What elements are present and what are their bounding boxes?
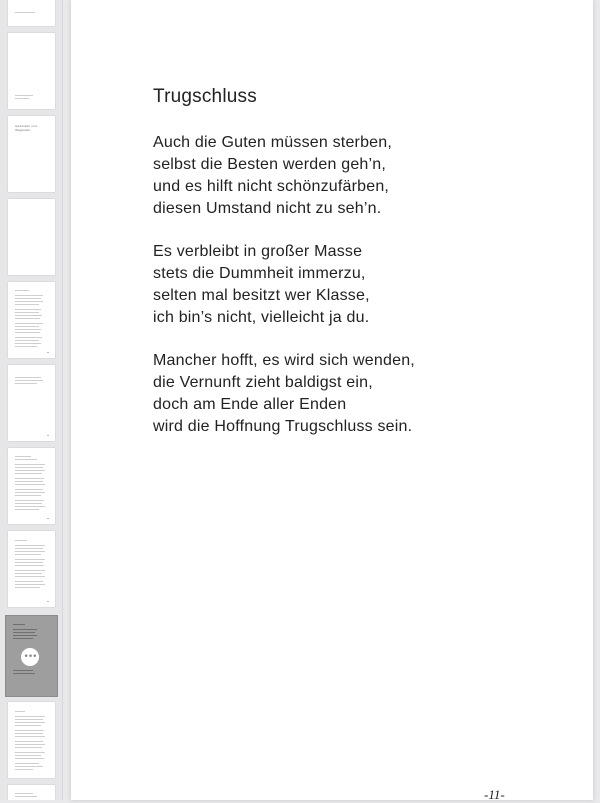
page-thumbnail[interactable] (8, 0, 55, 26)
verse-line: Mancher hofft, es wird sich wenden, (153, 352, 415, 369)
verse-line: die Vernunft zieht baldigst ein, (153, 374, 373, 391)
page-thumbnail[interactable] (8, 702, 55, 778)
poem-title: Trugschluss (153, 86, 257, 107)
page-thumbnail[interactable] (8, 531, 55, 607)
stanza (153, 241, 573, 329)
stanza (153, 132, 573, 220)
verse-line: und es hilft nicht schönzufärben, (153, 178, 390, 195)
verse-line: stets die Dummheit immerzu, (153, 265, 366, 282)
page-thumbnail[interactable] (8, 33, 55, 109)
document-page (71, 0, 593, 800)
verse-line: wird die Hoffnung Trugschluss sein. (153, 418, 413, 435)
thumbnail-title: Gedanken und Wegzeilen (15, 124, 37, 132)
page-thumbnail[interactable] (8, 116, 55, 192)
page-thumbnail[interactable] (8, 282, 55, 358)
page-thumbnail[interactable] (8, 199, 55, 275)
poem-body (153, 132, 573, 459)
more-options-icon[interactable]: ••• (21, 648, 39, 666)
page-thumbnail-sidebar (0, 0, 63, 800)
verse-line: doch am Ende aller Enden (153, 396, 347, 413)
stanza (153, 350, 573, 438)
page-thumbnail[interactable] (8, 448, 55, 524)
page-thumbnail-selected[interactable] (6, 616, 57, 696)
verse-line: diesen Umstand nicht zu seh’n. (153, 200, 382, 217)
verse-line: selbst die Besten werden geh’n, (153, 156, 387, 173)
page-thumbnail[interactable] (8, 365, 55, 441)
verse-line: selten mal besitzt wer Klasse, (153, 287, 370, 304)
verse-line: Es verbleibt in großer Masse (153, 243, 363, 260)
page-thumbnail[interactable] (8, 785, 55, 800)
page-number: -11- (484, 787, 505, 802)
verse-line: Auch die Guten müssen sterben, (153, 134, 393, 151)
verse-line: ich bin’s nicht, vielleicht ja du. (153, 309, 370, 326)
